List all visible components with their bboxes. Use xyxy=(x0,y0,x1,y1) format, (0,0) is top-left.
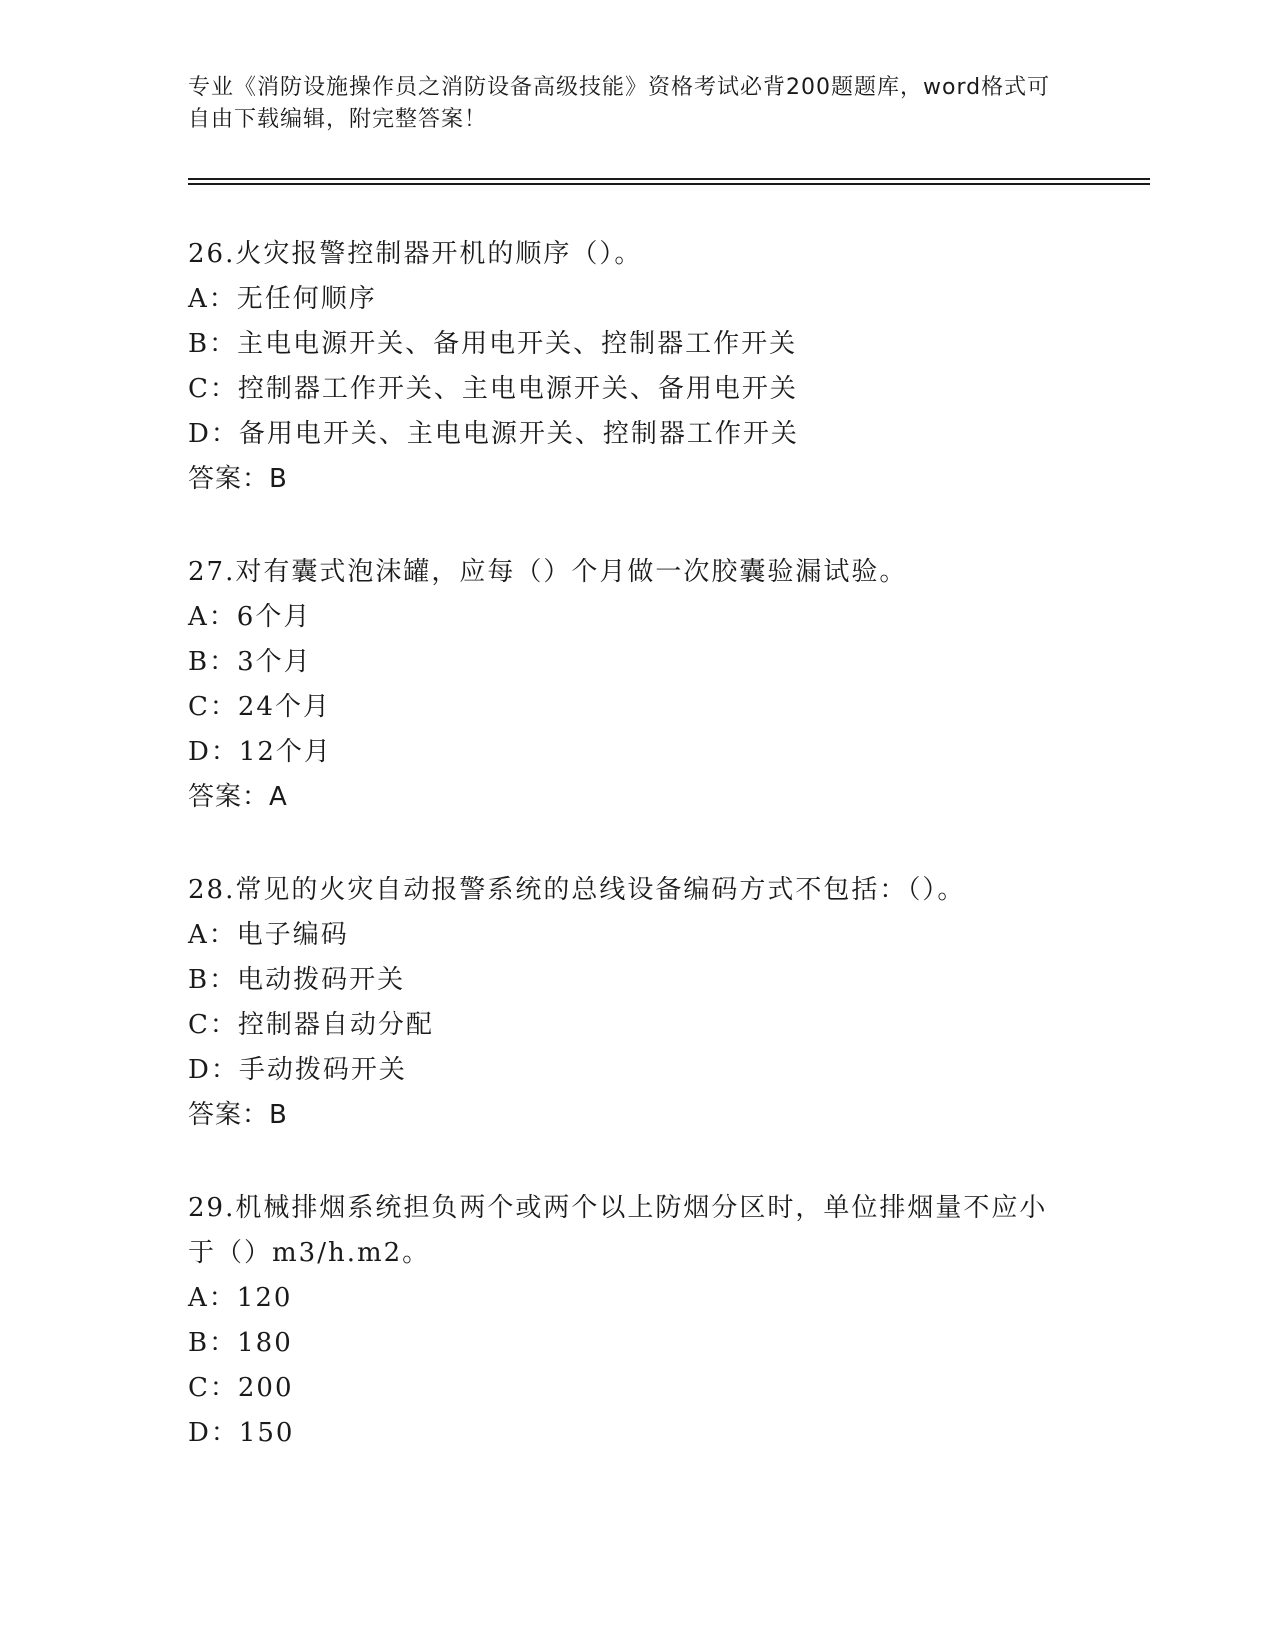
answer-line: 答案：B xyxy=(188,464,288,494)
question-stem: 27.对有囊式泡沫罐，应每（）个月做一次胶囊验漏试验。 xyxy=(188,557,908,587)
option-d: D：备用电开关、主电电源开关、控制器工作开关 xyxy=(188,419,799,449)
question-stem: 28.常见的火灾自动报警系统的总线设备编码方式不包括：（）。 xyxy=(188,875,966,905)
option-d: D：手动拨码开关 xyxy=(188,1055,407,1085)
option-a: A：6个月 xyxy=(188,602,312,632)
option-a: A：电子编码 xyxy=(188,920,349,950)
question-29 xyxy=(188,1186,1068,1456)
option-c: C：200 xyxy=(188,1373,294,1403)
option-c: C：24个月 xyxy=(188,692,331,722)
header-divider-bottom xyxy=(188,183,1150,185)
option-b: B：电动拨码开关 xyxy=(188,965,406,995)
answer-line: 答案：A xyxy=(188,782,288,812)
option-a: A：无任何顺序 xyxy=(188,284,377,314)
question-28 xyxy=(188,868,1088,1138)
option-c: C：控制器工作开关、主电电源开关、备用电开关 xyxy=(188,374,798,404)
question-27 xyxy=(188,550,1088,820)
option-a: A：120 xyxy=(188,1283,293,1313)
answer-line: 答案：B xyxy=(188,1100,288,1130)
option-b: B：3个月 xyxy=(188,647,312,677)
question-stem: 29.机械排烟系统担负两个或两个以上防烟分区时，单位排烟量不应小于（）m3/h.m2。 xyxy=(188,1193,1048,1268)
option-d: D：12个月 xyxy=(188,737,332,767)
header-divider-top xyxy=(188,178,1150,180)
option-b: B：180 xyxy=(188,1328,293,1358)
option-b: B：主电电源开关、备用电开关、控制器工作开关 xyxy=(188,329,798,359)
option-d: D：150 xyxy=(188,1418,295,1448)
document-intro: 专业《消防设施操作员之消防设备高级技能》资格考试必背200题题库，word格式可自由下载编辑，附完整答案！ xyxy=(188,75,1051,132)
question-26 xyxy=(188,232,1088,502)
question-stem: 26.火灾报警控制器开机的顺序（）。 xyxy=(188,239,643,269)
option-c: C：控制器自动分配 xyxy=(188,1010,434,1040)
